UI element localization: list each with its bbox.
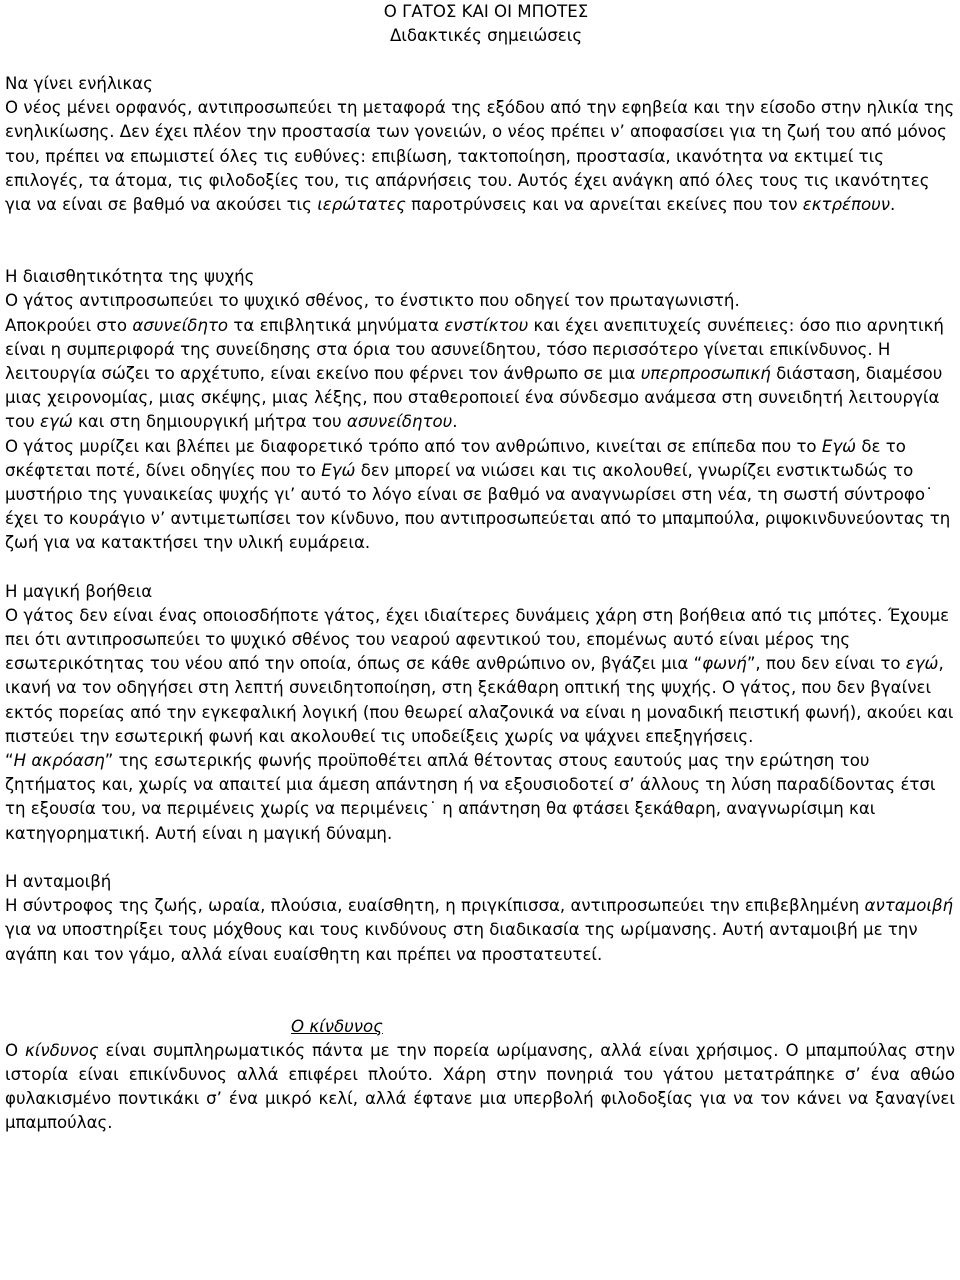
- paragraph-magic-help-1: Ο γάτος δεν είναι ένας οποιοσδήποτε γάτος, έχει ιδιαίτερες δυνάμεις χάρη στη βοήθεια από τις μπότες. Έχουμε πει ότι αντιπροσωπεύει το ψυχικό σθένος του νεαρού αφεντικού του, επομένως αυτό είναι μέρος της εσωτερικότητας του νέου από την οποία, όπως σε κάθε ανθρώπινο ον, βγάζει μια “φωνή”, που δεν είναι το εγώ, ικανή να τον οδηγήσει στη λεπτή συνειδητοποίηση, στη ξεκάθαρη οπτική της ψυχής. Ο γάτος, που δεν βγαίνει εκτός πορείας από την εγκεφαλική λογική (που θεωρεί αλαζονικά να είναι η μοναδική πειστική φωνή), ακούει και πιστεύει την εσωτερική φωνή και ακολουθεί τις υποδείξεις χωρίς να ψάχνει επεξηγήσεις.: [5, 605, 954, 746]
- section-heading-danger: Ο κίνδυνος: [291, 1016, 383, 1036]
- paragraph-intuition-2: Αποκρούει στο ασυνείδητο τα επιβλητικά μηνύματα ενστίκτου και έχει ανεπιτυχείς συνέπειες: όσο πιο αρνητική είναι η συμπεριφορά της συνείδησης στα όρια του ασυνείδητου, τόσο περισσότερο γίνεται επικίνδυνος. Η λειτουργία σώζει το αρχέτυπο, είναι εκείνο που φέρνει τον άνθρωπο σε μια υπερπροσωπική διάσταση, διαμέσου μιας χειρονομίας, μιας σκέψης, μιας λέξης, που σταθεροποιεί ένα σύνδεσμο ανάμεσα στη συνειδητή λειτουργία του εγώ και στη δημιουργική μήτρα του ασυνείδητου.: [5, 315, 944, 432]
- paragraph-magic-help-2: “Η ακρόαση” της εσωτερικής φωνής προϋποθέτει απλά θέτοντας στους εαυτούς μας την ερώτηση του ζητήματος και, χωρίς να απαιτεί μια άμεση απάντηση ή να εξουσιοδοτεί σ’ άλλους τη λύση παραδίδοντας έτσι τη εξουσία του, να περιμένεις χωρίς να περιμένεις˙ η απάντηση θα φτάσει ξεκάθαρη, αναγνωρίσιμη και κατηγορηματική. Αυτή είναι η μαγική δύναμη.: [5, 751, 936, 843]
- section-heading-intuition: Η διαισθητικότητα της ψυχής: [5, 267, 255, 287]
- section-heading-adulthood: Να γίνει ενήλικας: [5, 74, 153, 93]
- paragraph-danger: Ο κίνδυνος είναι συμπληρωματικός πάντα με την πορεία ωρίμανσης, αλλά είναι χρήσιμος. Ο μπαμπούλας στην ιστορία είναι επικίνδυνος αλλά επιφέρει πλούτο. Χάρη στην πονηριά του γάτου μετατράπηκε σ’ ένα αθώο φυλακισμένο ποντικάκι σ’ ένα μικρό κελί, αλλά έφτανε μια υπερβολή φιλοδοξίας για να τον κάνει να ξαναγίνει μπαμπούλας.: [5, 1040, 955, 1133]
- paragraph-adulthood: Ο νέος μένει ορφανός, αντιπροσωπεύει τη μεταφορά της εξόδου από την εφηβεία και την είσοδο στην ηλικία της ενηλικίωσης. Δεν έχει πλέον την προστασία των γονειών, ο νέος πρέπει ν’ αποφασίσει για τη ζωή του από μόνος του, πρέπει να επωμιστεί όλες τις ευθύνες: επιβίωση, τακτοποίηση, προστασία, ικανότητα να εκτιμεί τις επιλογές, τα άτομα, τις φιλοδοξίες του, τις απάρνήσεις του. Αυτός έχει ανάγκη από όλες τους τις ικανότητες για να είναι σε βαθμό να ακούσει τις ιερώτατες παροτρύνσεις και να αρνείται εκείνες που τον εκτρέπουν.: [5, 98, 955, 215]
- paragraph-reward: Η σύντροφος της ζωής, ωραία, πλούσια, ευαίσθητη, η πριγκίπισσα, αντιπροσωπεύει την επιβεβλημένη ανταμοιβή για να υποστηρίξει τους μόχθους και τους κινδύνους στη διαδικασία της ωρίμανσης. Αυτή ανταμοιβή με την αγάπη και τον γάμο, αλλά είναι ευαίσθητη και πρέπει να προστατευτεί.: [5, 896, 954, 964]
- paragraph-intuition-1: Ο γάτος αντιπροσωπεύει το ψυχικό σθένος, το ένστικτο που οδηγεί τον πρωταγωνιστή.: [5, 291, 740, 311]
- section-heading-reward: Η ανταμοιβή: [5, 871, 112, 891]
- document-subtitle: Διδακτικές σημειώσεις: [389, 26, 583, 45]
- document-page: [5, 0, 955, 1136]
- paragraph-intuition-3: Ο γάτος μυρίζει και βλέπει με διαφορετικό τρόπο από τον ανθρώπινο, κινείται σε επίπεδα που το Εγώ δε το σκέφτεται ποτέ, δίνει οδηγίες που το Εγώ δεν μπορεί να νιώσει και τις ακολουθεί, γνωρίζει ενστικτωδώς το μυστήριο της γυναικείας ψυχής γι’ αυτό το λόγο είναι σε βαθμό να αναγνωρίσει στη νέα, τη σωστή σύντροφο˙ έχει το κουράγιο ν’ αντιμετωπίσει τον κίνδυνο, που αντιπροσωπεύεται από το μπαμπούλα, ριψοκινδυνεύοντας τη ζωή για να κατακτήσει την υλική ευμάρεια.: [5, 436, 951, 553]
- section-heading-magic-help: Η μαγική βοήθεια: [5, 581, 153, 601]
- document-title: Ο ΓΑΤΟΣ ΚΑΙ ΟΙ ΜΠΟΤΕΣ: [383, 2, 589, 21]
